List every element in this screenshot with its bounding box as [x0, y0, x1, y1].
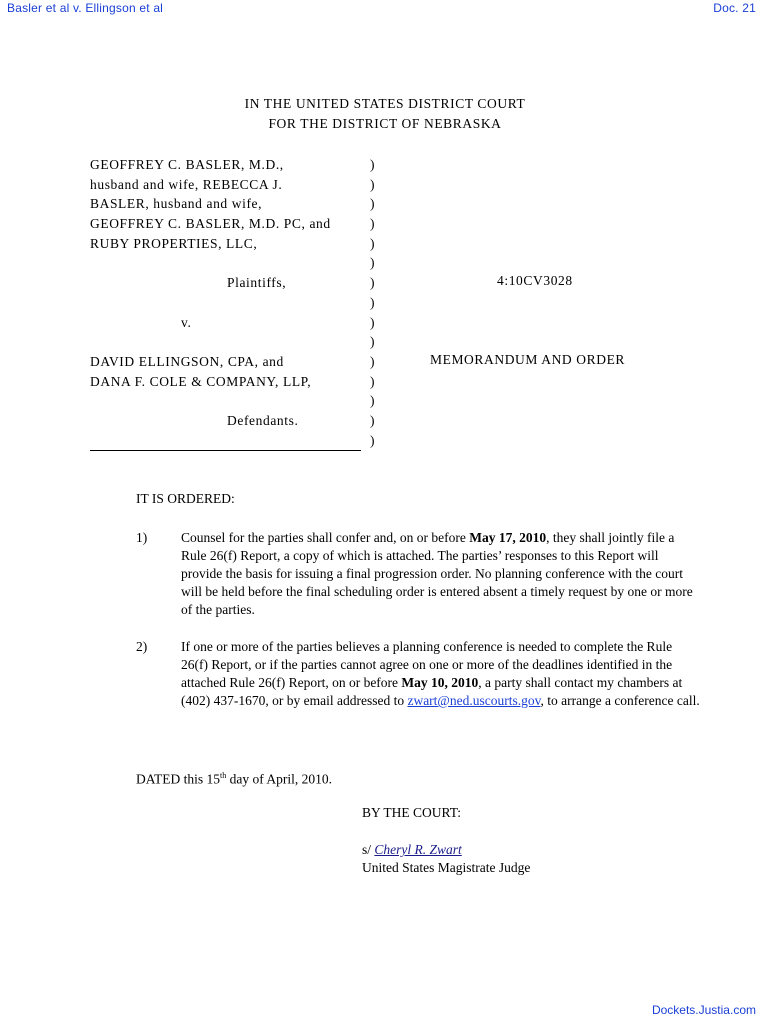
- plaintiff-line: RUBY PROPERTIES, LLC,: [90, 235, 258, 251]
- caption-paren-column: [370, 155, 375, 450]
- caption-paren: ): [370, 393, 375, 409]
- order-item-1: Counsel for the parties shall confer and, on or before May 17, 2010, they shall jointly file a Rule 26(f) Report, a copy of which is attached. The parties’ responses to this Report will provide the basis for issuing a final progression order. No planning conference with the court will be held before the final scheduling order is entered absent a timely request by one or more of the parties.: [181, 530, 693, 617]
- caption-paren: ): [370, 412, 375, 428]
- plaintiff-line: husband and wife, REBECCA J.: [90, 176, 283, 192]
- defendant-line: DAVID ELLINGSON, CPA, and: [90, 353, 284, 369]
- caption-divider: [90, 450, 361, 451]
- plaintiff-line: BASLER, husband and wife,: [90, 196, 263, 212]
- caption-paren: ): [370, 196, 375, 212]
- versus-label: v.: [181, 314, 192, 330]
- by-the-court: BY THE COURT:: [362, 805, 462, 820]
- order-item-number: 1): [136, 530, 148, 545]
- order-item-number: 2): [136, 639, 148, 654]
- caption-paren: ): [370, 216, 375, 232]
- deadline-date: May 17, 2010: [469, 530, 547, 545]
- document-number-link[interactable]: Doc. 21: [713, 1, 756, 15]
- caption-paren: ): [370, 314, 375, 330]
- caption-paren: ): [370, 255, 375, 271]
- case-number: 4:10CV3028: [497, 273, 573, 288]
- caption-paren: ): [370, 294, 375, 310]
- dockets-justia-link[interactable]: Dockets.Justia.com: [651, 1003, 756, 1017]
- caption-paren: ): [370, 235, 375, 251]
- caption-paren: ): [370, 353, 375, 369]
- judge-title: United States Magistrate Judge: [362, 860, 531, 875]
- document-type-title: MEMORANDUM AND ORDER: [430, 352, 626, 367]
- order-heading: IT IS ORDERED:: [136, 491, 235, 506]
- signature-line: s/ Cheryl R. Zwart: [362, 842, 462, 857]
- case-title-link[interactable]: Basler et al v. Ellingson et al: [7, 1, 164, 15]
- plaintiffs-label: Plaintiffs,: [227, 275, 287, 291]
- caption-paren: ): [370, 275, 375, 291]
- caption-paren: ): [370, 176, 375, 192]
- case-caption-parties: [90, 155, 370, 431]
- caption-paren: ): [370, 373, 375, 389]
- deadline-date: May 10, 2010: [401, 675, 479, 690]
- defendant-line: DANA F. COLE & COMPANY, LLP,: [90, 373, 312, 389]
- signature-name: Cheryl R. Zwart: [374, 842, 462, 857]
- email-link[interactable]: zwart@ned.uscourts.gov: [407, 693, 541, 708]
- caption-paren: ): [370, 334, 375, 350]
- plaintiff-line: GEOFFREY C. BASLER, M.D.,: [90, 157, 284, 172]
- court-name-line-2: FOR THE DISTRICT OF NEBRASKA: [268, 116, 502, 131]
- plaintiff-line: GEOFFREY C. BASLER, M.D. PC, and: [90, 216, 331, 232]
- dated-line: DATED this 15th day of April, 2010.: [136, 771, 332, 787]
- court-name-line-1: IN THE UNITED STATES DISTRICT COURT: [244, 96, 526, 111]
- caption-paren: ): [370, 157, 375, 172]
- caption-paren: ): [370, 432, 375, 448]
- order-item-2: If one or more of the parties believes a planning conference is needed to complete the Rule 26(f) Report, or if the parties cannot agree on one or more of the deadlines identified in the attached Rule 26(f) Report, on or before May 10, 2010, a party shall contact my chambers at (402) 437-1670, or by email addressed to zwart@ned.uscourts.gov, to arrange a conference call.: [181, 639, 700, 708]
- defendants-label: Defendants.: [227, 412, 299, 428]
